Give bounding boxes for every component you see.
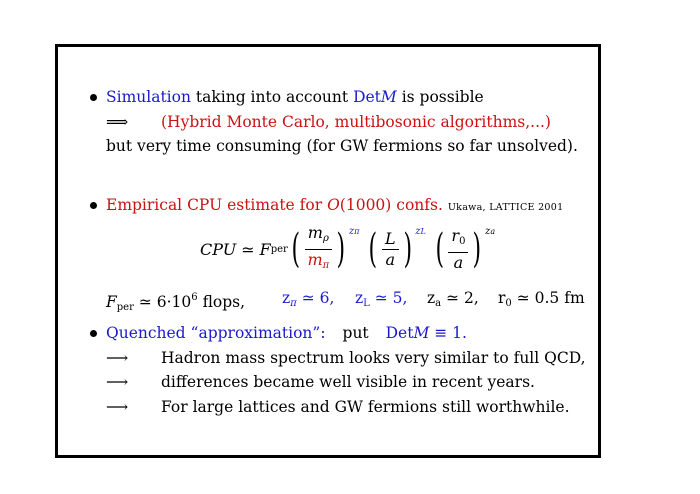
- bullet2-line: [106, 195, 563, 218]
- f-var: F: [106, 293, 117, 311]
- m-var: M: [413, 324, 430, 342]
- val: ≃ 2,: [446, 289, 479, 307]
- z-a-exponent: [485, 226, 495, 237]
- za-value: [427, 288, 479, 314]
- arrow-text: For large lattices and GW fermions still worthwhile.: [161, 398, 570, 416]
- cpu-estimate-title: [106, 196, 443, 214]
- fper-exp: 6: [191, 292, 198, 303]
- right-paren: ): [472, 226, 482, 272]
- simulation-term: Simulation: [106, 88, 191, 106]
- mass-ratio: [304, 223, 332, 276]
- z: z: [282, 289, 291, 307]
- det-label: Det: [353, 88, 381, 106]
- val: ≃ 6,: [301, 289, 335, 307]
- z-sub: a: [435, 298, 442, 309]
- left-paren: (: [368, 226, 378, 272]
- lead: Empirical CPU estimate for: [106, 196, 323, 214]
- detm-term: [353, 88, 397, 106]
- text: taking into account: [195, 88, 349, 106]
- z-l-exponent: [415, 226, 426, 237]
- bullet-dot: [90, 94, 97, 101]
- z-pi-exponent: [349, 226, 360, 237]
- m-var: m: [307, 249, 323, 269]
- cpu-formula: [200, 222, 501, 276]
- r0-value: [498, 288, 585, 314]
- denominator: [304, 250, 332, 276]
- fper-unit: flops,: [202, 293, 246, 311]
- zl-value: [355, 288, 407, 314]
- arrow-text: differences became well visible in recent years.: [161, 373, 535, 391]
- bullet1-line3: but very time consuming (for GW fermions so far unsolved).: [106, 137, 578, 155]
- arrow-icon: ⟶: [106, 398, 129, 416]
- per-sub: per: [116, 302, 134, 313]
- m-var: M: [380, 88, 397, 106]
- bullet-dot: [90, 330, 97, 337]
- eq: ≡ 1.: [434, 324, 467, 342]
- arrow-icon: ⟶: [106, 349, 129, 367]
- z: z: [355, 289, 364, 307]
- z-sub: L: [420, 227, 426, 236]
- fper-value: [106, 288, 245, 318]
- val: ≃ 5,: [374, 289, 408, 307]
- cpu-lhs: CPU: [200, 239, 237, 259]
- right-paren: ): [336, 226, 346, 272]
- denominator: a: [385, 249, 396, 269]
- right-paren: ): [403, 226, 412, 272]
- det-label: Det: [385, 324, 414, 342]
- z: z: [427, 289, 436, 307]
- rho-sub: ρ: [322, 232, 329, 244]
- z: z: [348, 226, 355, 237]
- o-var: O: [327, 196, 340, 214]
- per-sub: per: [270, 243, 288, 255]
- z: z: [485, 226, 491, 237]
- quenched-term: Quenched “approximation”:: [106, 324, 326, 342]
- left-paren: (: [291, 226, 300, 272]
- left-paren: (: [435, 226, 444, 272]
- z-sub: L: [363, 298, 370, 309]
- algorithms-note: (Hybrid Monte Carlo, multibosonic algorithms,...): [161, 113, 551, 131]
- text: is possible: [401, 88, 484, 106]
- r-var: r: [451, 225, 460, 245]
- implies-arrow: ⟹: [106, 113, 129, 131]
- r: r: [498, 289, 506, 307]
- bullet3-line: [106, 323, 467, 343]
- o-arg: (1000) confs.: [339, 196, 443, 214]
- put-word: put: [342, 324, 369, 342]
- f-var: F: [259, 239, 271, 259]
- m-var: m: [307, 222, 323, 242]
- citation: Ukawa, LATTICE 2001: [447, 202, 564, 213]
- r-sub: 0: [459, 235, 466, 247]
- pi-sub: π: [322, 259, 330, 271]
- numerator: [448, 226, 468, 253]
- arrow-icon: ⟶: [106, 373, 129, 391]
- detm-identity: [386, 324, 467, 342]
- z-sub: π: [354, 227, 360, 236]
- fper-num: ≃ 6·10: [138, 293, 192, 311]
- arrow-text: Hadron mass spectrum looks very similar to full QCD,: [161, 349, 586, 367]
- denominator: a: [453, 252, 464, 272]
- z-sub: a: [490, 227, 496, 236]
- bullet-dot: [90, 202, 97, 209]
- numerator: [305, 223, 332, 250]
- l-over-a: [382, 229, 399, 270]
- z: z: [415, 226, 421, 237]
- z-sub: π: [290, 298, 297, 309]
- r0-over-a: [448, 226, 468, 273]
- val: ≃ 0.5 fm: [516, 289, 585, 307]
- numerator: L: [382, 229, 399, 250]
- r-sub: 0: [505, 298, 512, 309]
- zpi-value: [282, 288, 334, 314]
- bullet1-line1: [106, 87, 484, 107]
- approx-sign: ≃: [241, 239, 255, 259]
